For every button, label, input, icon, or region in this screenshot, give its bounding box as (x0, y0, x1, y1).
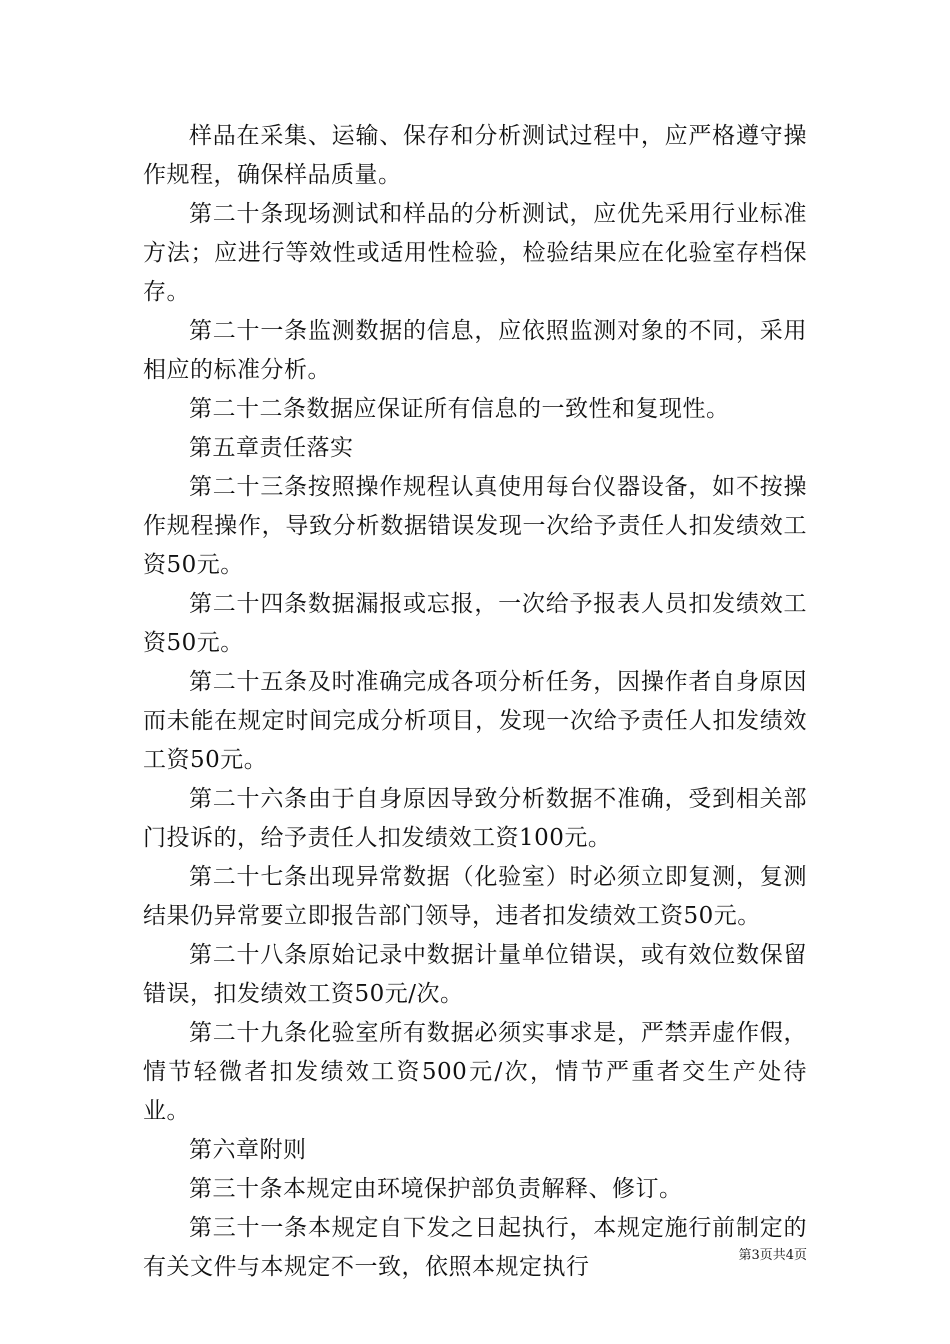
paragraph-article-27: 第二十七条出现异常数据（化验室）时必须立即复测，复测结果仍异常要立即报告部门领导，违者扣发绩效工资50元。 (143, 864, 807, 929)
paragraph-article-28: 第二十八条原始记录中数据计量单位错误，或有效位数保留错误，扣发绩效工资50元/次。 (143, 942, 807, 1007)
paragraph-article-25: 第二十五条及时准确完成各项分析任务，因操作者自身原因而未能在规定时间完成分析项目，发现一次给予责任人扣发绩效工资50元。 (143, 669, 807, 773)
paragraph-article-29: 第二十九条化验室所有数据必须实事求是，严禁弄虚作假，情节轻微者扣发绩效工资500元/次，情节严重者交生产处待业。 (143, 1020, 807, 1124)
paragraph-article-24: 第二十四条数据漏报或忘报，一次给予报表人员扣发绩效工资50元。 (143, 591, 807, 656)
paragraph-article-31: 第三十一条本规定自下发之日起执行，本规定施行前制定的有关文件与本规定不一致，依照本规定执行 (143, 1215, 807, 1280)
paragraph-article-26: 第二十六条由于自身原因导致分析数据不准确，受到相关部门投诉的，给予责任人扣发绩效工资100元。 (143, 786, 807, 851)
paragraph-article-30: 第三十条本规定由环境保护部负责解释、修订。 (189, 1176, 683, 1202)
chapter-5-heading: 第五章责任落实 (189, 435, 354, 461)
chapter-6-heading: 第六章附则 (189, 1137, 307, 1163)
paragraph-article-20: 第二十条现场测试和样品的分析测试，应优先采用行业标准方法；应进行等效性或适用性检验，检验结果应在化验室存档保存。 (143, 201, 807, 305)
paragraph-article-22: 第二十二条数据应保证所有信息的一致性和复现性。 (189, 396, 730, 422)
paragraph-sample-handling: 样品在采集、运输、保存和分析测试过程中，应严格遵守操作规程，确保样品质量。 (143, 123, 807, 188)
paragraph-article-21: 第二十一条监测数据的信息，应依照监测对象的不同，采用相应的标准分析。 (143, 318, 807, 383)
document-body (143, 117, 807, 1287)
paragraph-article-23: 第二十三条按照操作规程认真使用每台仪器设备，如不按操作规程操作，导致分析数据错误发现一次给予责任人扣发绩效工资50元。 (143, 474, 807, 578)
page-number-footer: 第3页共4页 (738, 1248, 807, 1263)
